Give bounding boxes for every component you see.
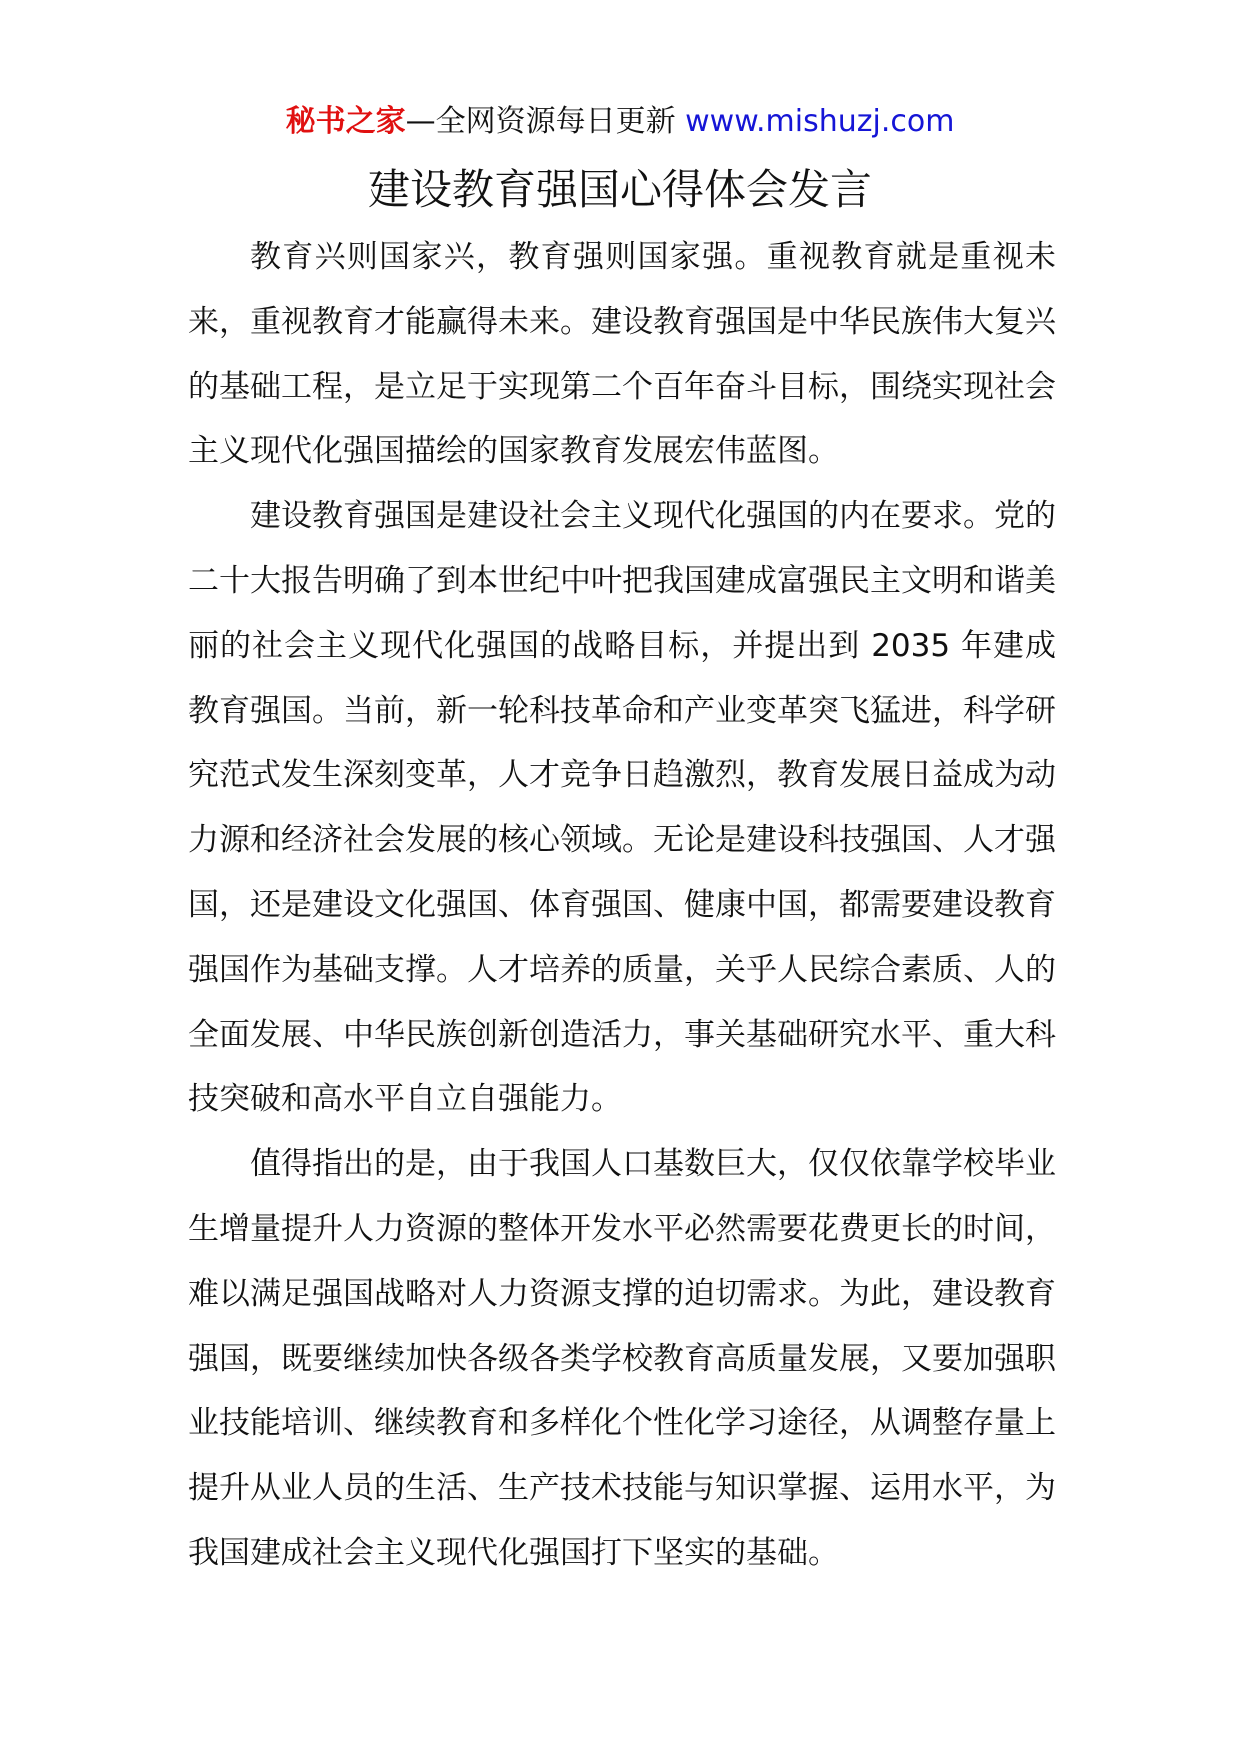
document-title: 建设教育强国心得体会发言 xyxy=(367,165,872,214)
document-body xyxy=(188,225,1056,1586)
paragraph: 教育兴则国家兴，教育强则国家强。重视教育就是重视未来，重视教育才能赢得未来。建设教育强国是中华民族伟大复兴的基础工程，是立足于实现第二个百年奋斗目标，围绕实现社会主义现代化强国描绘的国家教育发展宏伟蓝图。 xyxy=(188,239,1056,470)
site-url-link[interactable]: www.mishuzj.com xyxy=(685,104,955,139)
paragraph: 建设教育强国是建设社会主义现代化强国的内在要求。党的二十大报告明确了到本世纪中叶把我国建成富强民主文明和谐美丽的社会主义现代化强国的战略目标，并提出到 2035 年建成教育强国。当前，新一轮科技革命和产业变革突飞猛进，科学研究范式发生深刻变革，人才竞争日趋激烈，教育发展日益成为动力源和经济社会发展的核心领域。无论是建设科技强国、人才强国，还是建设文化强国、体育强国、健康中国，都需要建设教育强国作为基础支撑。人才培养的质量，关乎人民综合素质、人的全面发展、中华民族创新创造活力，事关基础研究水平、重大科技突破和高水平自立自强能力。 xyxy=(188,498,1056,1118)
paragraph: 值得指出的是，由于我国人口基数巨大，仅仅依靠学校毕业生增量提升人力资源的整体开发水平必然需要花费更长的时间，难以满足强国战略对人力资源支撑的迫切需求。为此，建设教育强国，既要继续加快各级各类学校教育高质量发展，又要加强职业技能培训、继续教育和多样化个性化学习途径，从调整存量上提升从业人员的生活、生产技术技能与知识掌握、运用水平，为我国建成社会主义现代化强国打下坚实的基础。 xyxy=(188,1146,1056,1571)
site-brand: 秘书之家 xyxy=(285,104,406,139)
site-header xyxy=(0,100,1240,144)
site-tagline: —全网资源每日更新 xyxy=(405,104,686,139)
